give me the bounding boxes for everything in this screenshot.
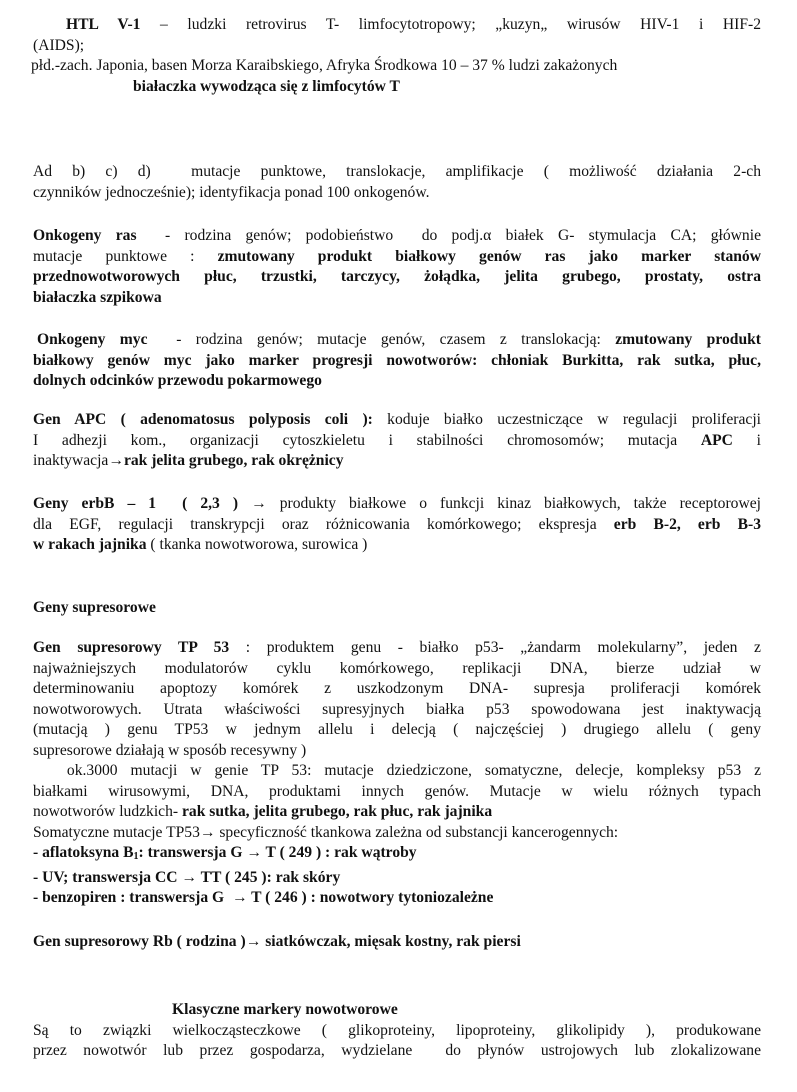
text-line xyxy=(33,515,761,536)
apc-gene-paragraph xyxy=(33,410,761,472)
text: płd.-zach. Japonia, basen Morza Karaibskiego, Afryka Środkowa 10 – 37 % ludzi zakażonych xyxy=(31,57,618,74)
classic-markers-section xyxy=(33,1000,761,1062)
bold-text: zmutowany produkt xyxy=(615,331,761,348)
bold-text: - UV; transwersja CC → TT ( 245 ): rak skóry xyxy=(33,868,341,886)
ad-bcd-paragraph xyxy=(33,162,761,203)
text-line xyxy=(33,761,761,782)
text: koduje białko uczestniczące w regulacji proliferacji xyxy=(372,411,761,428)
text: nowotworów ludzkich- xyxy=(33,803,182,820)
text-line xyxy=(33,267,761,288)
bold-text: Gen supresorowy TP 53 xyxy=(33,639,230,656)
bold-text: erb B-2, erb B-3 xyxy=(613,515,762,533)
text-line xyxy=(33,700,761,721)
text: i xyxy=(732,431,762,449)
text: → produkty białkowe o funkcji kinaz białkowych, także receptorowej xyxy=(238,495,761,512)
text-line xyxy=(33,351,761,372)
text: czynników jednocześnie); identyfikacja ponad 100 onkogenów. xyxy=(33,183,430,201)
bold-text: dolnych odcinków przewodu pokarmowego xyxy=(33,372,322,389)
text-line xyxy=(33,1041,761,1062)
text: I adhezji kom., organizacji cytoszkieletu i stabilności chromosomów; mutacja xyxy=(33,431,701,449)
bold-text: APC xyxy=(700,431,733,449)
bold-text: 1 xyxy=(133,851,139,862)
rb-gene-paragraph xyxy=(33,932,761,953)
text-line xyxy=(33,162,761,183)
bold-text: : transwersja G → T ( 249 ) : rak wątroby xyxy=(138,844,417,861)
text-line xyxy=(33,1021,761,1042)
text: – ludzki retrovirus T- limfocytotropowy; „kuzyn„ wirusów HIV-1 i HIF-2 xyxy=(140,16,761,33)
htlv-paragraph xyxy=(33,15,761,97)
text-line xyxy=(31,56,761,77)
text-line xyxy=(33,659,761,680)
bold-text: zmutowany produkt białkowy genów ras jako marker stanów xyxy=(217,247,761,265)
suppressor-genes-heading xyxy=(33,598,761,619)
text-line xyxy=(37,330,761,351)
text-line xyxy=(33,638,761,659)
text-line xyxy=(33,741,761,762)
text-line xyxy=(33,431,761,452)
bold-text: HTL V-1 xyxy=(66,16,141,33)
bold-text: - benzopiren : transwersja G → T ( 246 ) : nowotwory tytoniozależne xyxy=(33,889,494,906)
text-line xyxy=(33,535,761,556)
text: przez nowotwór lub przez gospodarza, wydzielane do płynów ustrojowych lub zlokalizowane xyxy=(33,1042,761,1059)
bold-text: Geny erbB – 1 ( 2,3 ) xyxy=(33,495,239,512)
bold-text: - aflatoksyna B xyxy=(33,844,134,861)
text: Somatyczne mutacje TP53→ specyficzność tkankowa zależna od substancji kancerogennych: xyxy=(33,823,619,841)
bold-text: rak sutka, jelita grubego, rak płuc, rak jajnika xyxy=(181,803,493,820)
text: mutacje punktowe : xyxy=(33,247,218,265)
section-heading xyxy=(33,1000,761,1021)
list-item xyxy=(33,843,761,868)
bold-text: Klasyczne markery nowotworowe xyxy=(172,1001,398,1018)
text: najważniejszych modulatorów cyklu komórkowego, replikacji DNA, bierze udział w xyxy=(33,659,761,677)
text-line xyxy=(33,226,761,247)
text: inaktywacja→ xyxy=(33,452,124,469)
text-line xyxy=(33,782,761,803)
erbb-genes-paragraph xyxy=(33,494,761,556)
text-line xyxy=(33,679,761,700)
text: nowotworowych. Utrata właściwości supresyjnych białka p53 spowodowana jest inaktywacją xyxy=(33,700,761,718)
bold-text: rak jelita grubego, rak okrężnicy xyxy=(123,452,344,469)
text-line xyxy=(33,410,761,431)
text-line xyxy=(33,720,761,741)
text: - rodzina genów; mutacje genów, czasem z translokacją: xyxy=(147,331,616,348)
text: determinowaniu apoptozy komórek z uszkodzonym DNA- supresja proliferacji komórek xyxy=(33,680,761,697)
bold-text: białaczka wywodząca się z limfocytów T xyxy=(133,77,400,95)
text-line xyxy=(33,247,761,268)
text-line xyxy=(33,451,761,472)
bold-text: Geny supresorowe xyxy=(33,599,156,616)
text-line xyxy=(33,36,761,57)
text: dla EGF, regulacji transkrypcji oraz różnicowania komórkowego; ekspresja xyxy=(33,515,614,533)
text: (AIDS); xyxy=(33,36,85,54)
text: białkami wirusowymi, DNA, produktami innych genów. Mutacje w wielu różnych typach xyxy=(33,782,761,800)
bold-text: w rakach jajnika xyxy=(33,536,147,553)
text: (mutacją ) genu TP53 w jednym allelu i delecją ( najczęściej ) drugiego allelu ( geny xyxy=(33,721,761,738)
text: Są to związki wielkocząsteczkowe ( glikoproteiny, lipoproteiny, glikolipidy ), produkowane xyxy=(33,1021,761,1039)
text: supresorowe działają w sposób recesywny ) xyxy=(33,741,307,759)
text: ( tkanka nowotworowa, surowica ) xyxy=(146,536,368,553)
myc-oncogenes-paragraph xyxy=(33,330,761,392)
text-line xyxy=(33,932,761,953)
bold-text: Onkogeny myc xyxy=(37,331,148,348)
ras-oncogenes-paragraph xyxy=(33,226,761,308)
bold-text: Onkogeny ras xyxy=(33,227,137,244)
text-line xyxy=(33,371,761,392)
text: ok.3000 mutacji w genie TP 53: mutacje dziedziczone, somatyczne, delecje, kompleksy p53 z xyxy=(41,762,761,779)
text: - rodzina genów; podobieństwo do podj.α białek G- stymulacja CA; głównie xyxy=(136,227,761,244)
bold-text: Gen supresorowy Rb ( rodzina )→ siatkówczak, mięsak kostny, rak piersi xyxy=(33,933,521,950)
text-line xyxy=(33,15,761,36)
text-line xyxy=(33,183,761,204)
tp53-paragraph xyxy=(33,638,761,909)
section-heading xyxy=(33,598,761,619)
bold-text: przednowotworowych płuc, trzustki, tarczycy, żołądka, jelita grubego, prostaty, ostra xyxy=(33,268,761,285)
text-line xyxy=(33,288,761,309)
text-line xyxy=(33,77,761,98)
list-item xyxy=(33,888,761,909)
text-line xyxy=(33,802,761,823)
text: : produktem genu - białko p53- „żandarm molekularny”, jeden z xyxy=(229,639,761,656)
list-item xyxy=(33,868,761,889)
text: Ad b) c) d) mutacje punktowe, translokacje, amplifikacje ( możliwość działania 2-ch xyxy=(33,163,761,180)
text-line xyxy=(33,823,761,844)
bold-text: białkowy genów myc jako marker progresji nowotworów: chłoniak Burkitta, rak sutka, płuc, xyxy=(33,351,761,369)
bold-text: białaczka szpikowa xyxy=(33,288,162,306)
text-line xyxy=(33,494,761,515)
bold-text: Gen APC ( adenomatosus polyposis coli ): xyxy=(33,411,373,428)
